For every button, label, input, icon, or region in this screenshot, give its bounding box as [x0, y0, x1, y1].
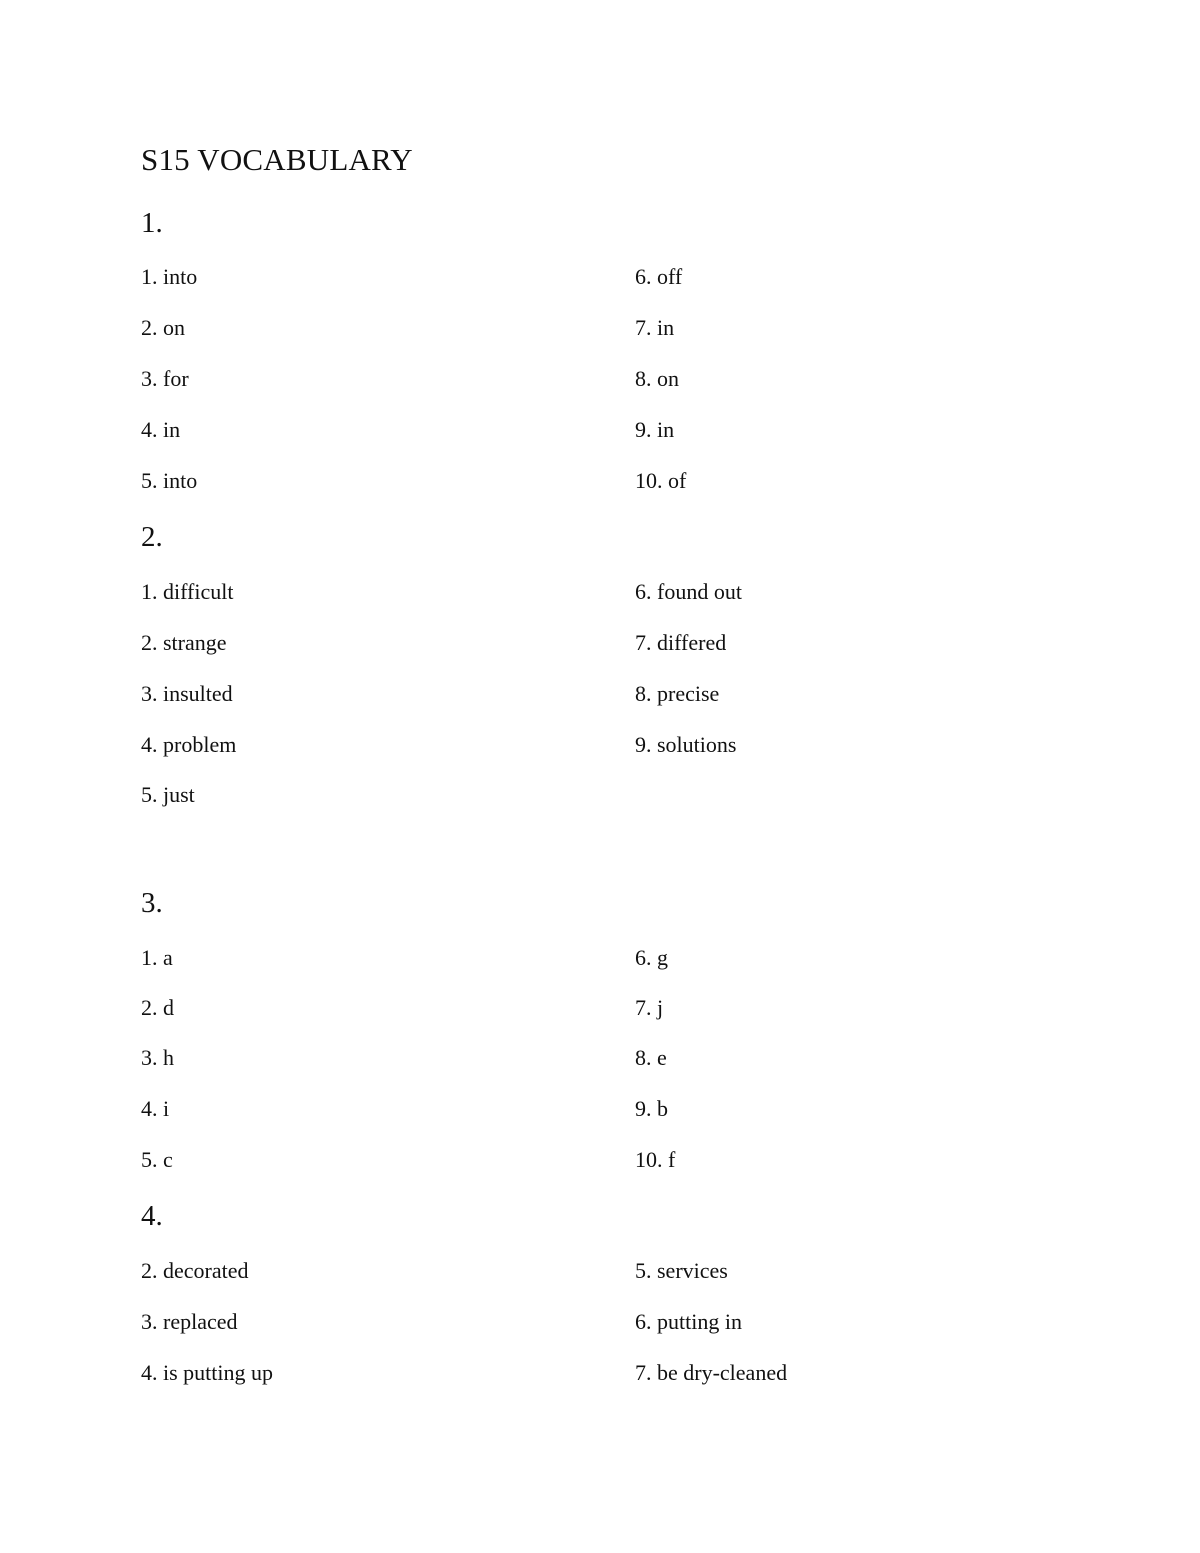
answer-item: 7. j [635, 995, 664, 1020]
section-1-heading: 1. [141, 207, 163, 239]
section-1-row-3 [141, 364, 1041, 394]
answer-item: 7. in [635, 315, 675, 340]
answer-item: 1. difficult [141, 579, 234, 604]
section-3-row-5 [141, 1145, 1041, 1175]
answer-item: 6. putting in [635, 1309, 742, 1334]
section-4-row-3 [141, 1358, 1041, 1388]
answer-item: 7. be dry-cleaned [635, 1360, 788, 1385]
answer-item: 5. into [141, 468, 198, 493]
section-2-row-3 [141, 679, 1041, 709]
answer-item: 2. strange [141, 630, 227, 655]
answer-item: 7. differed [635, 630, 727, 655]
section-3-row-4 [141, 1094, 1041, 1124]
section-1-row-1 [141, 262, 1041, 292]
answer-item: 3. insulted [141, 681, 233, 706]
answer-item: 6. off [635, 264, 683, 289]
answer-item: 2. on [141, 315, 185, 340]
answer-item: 9. b [635, 1096, 668, 1121]
page-title: S15 VOCABULARY [141, 142, 413, 177]
answer-item: 2. decorated [141, 1258, 249, 1283]
answer-item: 6. found out [635, 579, 742, 604]
answer-item: 8. on [635, 366, 679, 391]
answer-item: 4. i [141, 1096, 170, 1121]
section-3-row-1 [141, 943, 1041, 973]
section-3-row-2 [141, 993, 1041, 1023]
answer-item: 4. in [141, 417, 181, 442]
answer-item: 5. just [141, 782, 195, 807]
section-2-row-5 [141, 780, 1041, 810]
answer-item: 10. f [635, 1147, 676, 1172]
answer-item: 6. g [635, 945, 668, 970]
section-1-row-4 [141, 415, 1041, 445]
answer-item: 5. services [635, 1258, 728, 1283]
section-2-row-1 [141, 577, 1041, 607]
answer-item: 3. for [141, 366, 189, 391]
section-3-heading: 3. [141, 887, 163, 919]
section-1-row-2 [141, 313, 1041, 343]
answer-item: 5. c [141, 1147, 173, 1172]
answer-item: 3. h [141, 1045, 174, 1070]
section-4-heading: 4. [141, 1200, 163, 1232]
section-3-row-3 [141, 1043, 1041, 1073]
answer-item: 8. e [635, 1045, 667, 1070]
answer-item: 10. of [635, 468, 687, 493]
section-4-row-1 [141, 1256, 1041, 1286]
answer-item: 9. solutions [635, 732, 737, 757]
answer-item: 8. precise [635, 681, 720, 706]
answer-item: 1. a [141, 945, 173, 970]
section-2-heading: 2. [141, 521, 163, 553]
answer-item: 1. into [141, 264, 198, 289]
section-4-row-2 [141, 1307, 1041, 1337]
answer-item: 9. in [635, 417, 675, 442]
section-2-row-4 [141, 730, 1041, 760]
answer-item: 4. is putting up [141, 1360, 274, 1385]
section-1-row-5 [141, 466, 1041, 496]
answer-item: 4. problem [141, 732, 237, 757]
answer-item: 2. d [141, 995, 174, 1020]
section-2-row-2 [141, 628, 1041, 658]
answer-item: 3. replaced [141, 1309, 238, 1334]
